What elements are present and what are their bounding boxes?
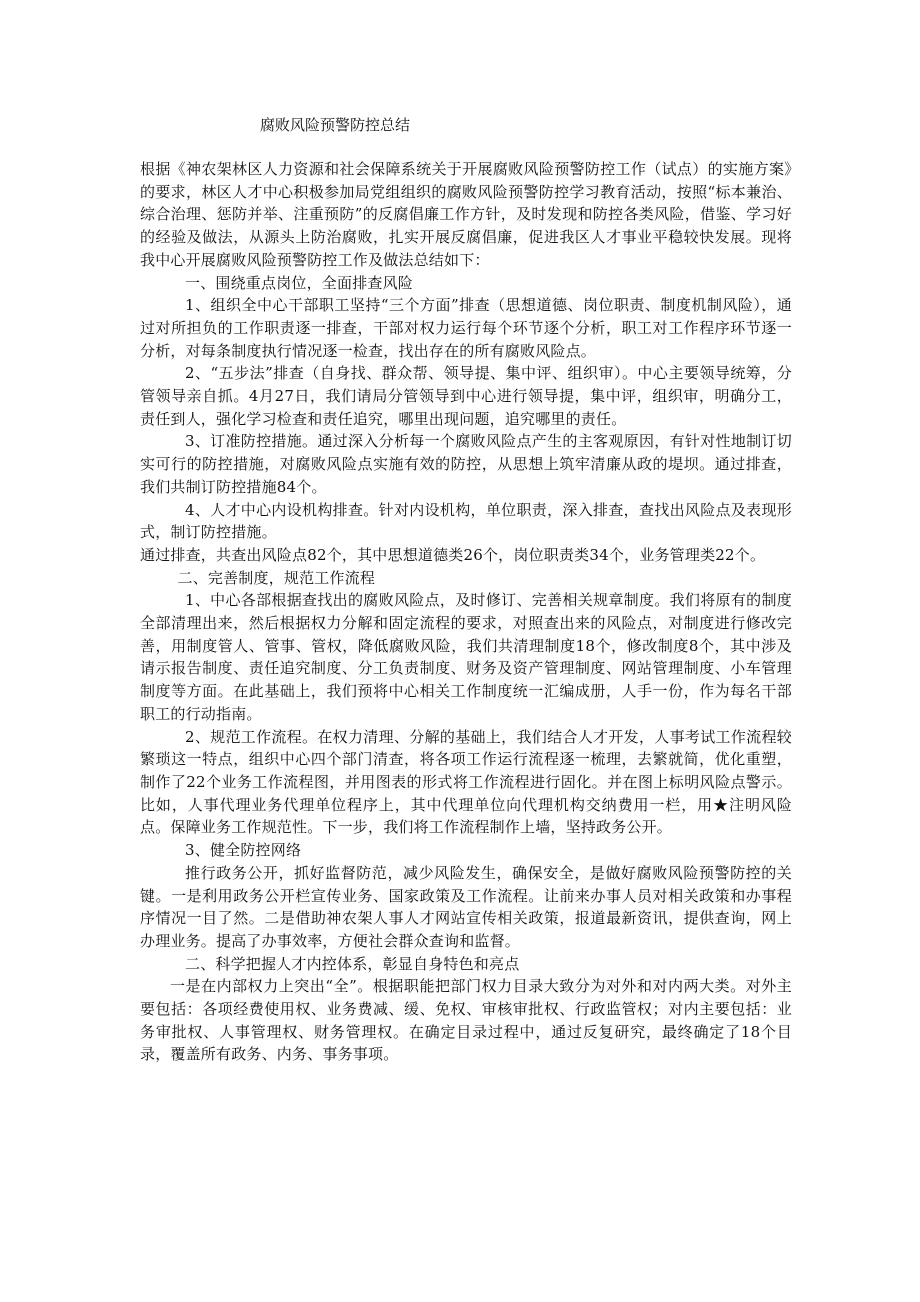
paragraph-2-1: 1、中心各部根据查找出的腐败风险点，及时修订、完善相关规章制度。我们将原有的制度全部清理出来，然后根据权力分解和固定流程的要求，对照查出来的风险点，对制度进行修改完善，用制度管人、管事、管权，降低腐败风险，我们共清理制度18个，修改制度8个，其中涉及请示报告制度、责任追究制度、分工负责制度、财务及资产管理制度、网站管理制度、小车管理制度等方面。在此基础上，我们预将中心相关工作制度统一汇编成册，人手一份，作为每名干部职工的行动指南。 bbox=[140, 591, 792, 723]
intro-paragraph: 根据《神农架林区人力资源和社会保障系统关于开展腐败风险预警防控工作（试点）的实施方案》的要求，林区人才中心积极参加局党组组织的腐败风险预警防控学习教育活动，按照“标本兼治、综合治理、惩防并举、注重预防”的反腐倡廉工作方针，及时发现和防控各类风险，借鉴、学习好的经验及做法，从源头上防治腐败，扎实开展反腐倡廉，促进我区人才事业平稳较快发展。现将我中心开展腐败风险预警防控工作及做法总结如下： bbox=[140, 160, 792, 269]
paragraph-1-1: 1、组织全中心干部职工坚持“三个方面”排查（思想道德、岗位职责、制度机制风险），通过对所担负的工作职责逐一排查，干部对权力运行每个环节逐个分析，职工对工作程序环节逐一分析，对每条制度执行情况逐一检查，找出存在的所有腐败风险点。 bbox=[140, 296, 792, 360]
paragraph-1-2: 2、“五步法”排查（自身找、群众帮、领导提、集中评、组织审）。中心主要领导统筹，分管领导亲自抓。4月27日，我们请局分管领导到中心进行领导提，集中评，组织审，明确分工，责任到人，强化学习检查和责任追究，哪里出现问题，追究哪里的责任。 bbox=[140, 364, 792, 428]
document-body bbox=[140, 158, 792, 1066]
paragraph-2-3-heading: 3、健全防控网络 bbox=[185, 841, 302, 860]
paragraph-1-4: 4、人才中心内设机构排查。针对内设机构，单位职责，深入排查，查找出风险点及表现形式，制订防控措施。 bbox=[140, 500, 792, 542]
paragraph-2-3: 推行政务公开，抓好监督防范，减少风险发生，确保安全，是做好腐败风险预警防控的关键。一是利用政务公开栏宣传业务、国家政策及工作流程。让前来办事人员对相关政策和办事程序情况一目了然。二是借助神农架人事人才网站宣传相关政策，报道最新资讯，提供查询，网上办理业务。提高了办事效率，方便社会群众查询和监督。 bbox=[140, 863, 792, 950]
paragraph-1-summary: 通过排查，共查出风险点82个，其中思想道德类26个，岗位职责类34个，业务管理类22个。 bbox=[140, 545, 766, 564]
document-title: 腐败风险预警防控总结 bbox=[260, 116, 411, 134]
paragraph-2-2: 2、规范工作流程。在权力清理、分解的基础上，我们结合人才开发，人事考试工作流程较繁琐这一特点，组织中心四个部门清查，将各项工作运行流程逐一梳理，去繁就简，优化重塑，制作了22个业务工作流程图，并用图表的形式将工作流程进行固化。并在图上标明风险点警示。比如，人事代理业务代理单位程序上，其中代理单位向代理机构交纳费用一栏，用★注明风险点。保障业务工作规范性。下一步，我们将工作流程制作上墙，坚持政务公开。 bbox=[140, 727, 792, 837]
paragraph-1-3: 3、订准防控措施。通过深入分析每一个腐败风险点产生的主客观原因，有针对性地制订切实可行的防控措施，对腐败风险点实施有效的防控，从思想上筑牢清廉从政的堤坝。通过排查，我们共制订防控措施84个。 bbox=[140, 432, 792, 496]
section-heading-3: 二、科学把握人才内控体系，彰显自身特色和亮点 bbox=[185, 954, 520, 973]
section-heading-1: 一、围绕重点岗位，全面排查风险 bbox=[185, 273, 414, 292]
paragraph-3-1: 一是在内部权力上突出“全”。根据职能把部门权力目录大致分为对外和对内两大类。对外主要包括：各项经费使用权、业务费减、缓、免权、审核审批权、行政监管权；对内主要包括：业务审批权、人事管理权、财务管理权。在确定目录过程中，通过反复研究，最终确定了18个目录，覆盖所有政务、内务、事务事项。 bbox=[140, 977, 792, 1064]
section-heading-2: 二、完善制度，规范工作流程 bbox=[177, 568, 376, 587]
